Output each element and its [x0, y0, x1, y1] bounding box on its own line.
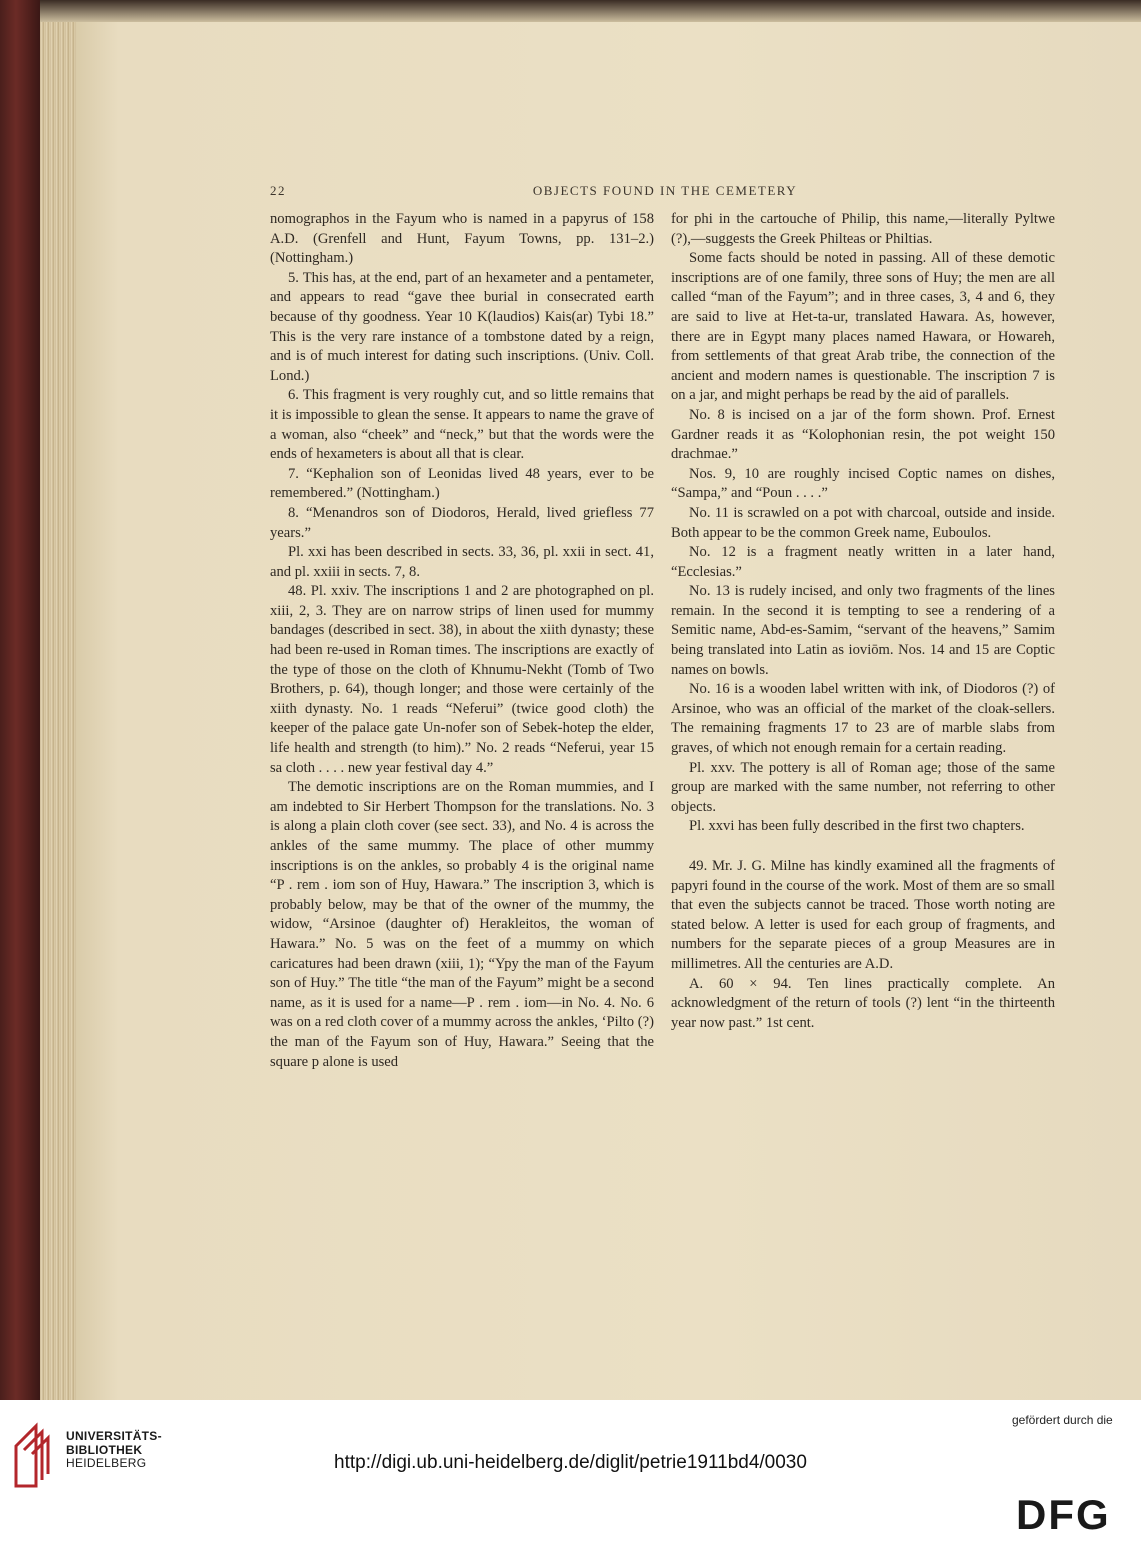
paragraph: No. 11 is scrawled on a pot with charcoal, outside and inside. Both appear to be the common Greek name, Euboulos.: [671, 504, 1055, 541]
paragraph: No. 8 is incised on a jar of the form shown. Prof. Ernest Gardner reads it as “Kolophonian resin, the pot weight 150 drachmae.”: [671, 406, 1055, 463]
paragraph: Pl. xxi has been described in sects. 33, 36, pl. xxii in sect. 41, and pl. xxiii in sects. 7, 8.: [270, 544, 654, 580]
paragraph: 7. “Kephalion son of Leonidas lived 48 years, ever to be remembered.” (Nottingham.): [270, 465, 654, 502]
page-title: OBJECTS FOUND IN THE CEMETERY: [532, 183, 798, 198]
paragraph: A. 60 × 94. Ten lines practically complete. An acknowledgment of the return of tools (?) lent “in the thirteenth year now past.” 1st cent.: [671, 975, 1055, 1031]
paragraph: Pl. xxv. The pottery is all of Roman age; those of the same group are marked with the same number, not referring to other objects.: [671, 759, 1055, 815]
paragraph: 49. Mr. J. G. Milne has kindly examined all the fragments of papyri found in the course of the work. Most of them are so small that even the subjects cannot be traced. Those worth noting are stated below. A letter is used for each group of fragments, and numbers for the separate pieces of a group Measures are in millimetres. All the centuries are A.D.: [671, 858, 1055, 972]
paragraph: Pl. xxvi has been fully described in the first two chapters.: [689, 818, 1025, 835]
funded-by-label: gefördert durch die: [1012, 1413, 1113, 1427]
paragraph: No. 13 is rudely incised, and only two fragments of the lines remain. In the second it is tempting to see a rendering of a Semitic name, Abd-es-Samim, “servant of the heavens,” Samim being translated into Latin as ioviōm. Nos. 14 and 15 are Coptic names on bowls.: [671, 583, 1055, 678]
left-column: [270, 210, 654, 1072]
running-head: [270, 183, 1060, 203]
paragraph: No. 16 is a wooden label written with ink, of Diodoros (?) of Arsinoe, who was an official of the market of the cloak-sellers. The remaining fragments 17 to 23 are of marble slabs from graves, of which not enough remain for a certain reading.: [671, 681, 1055, 757]
paragraph: The demotic inscriptions are on the Roman mummies, and I am indebted to Sir Herbert Thompson for the translations. No. 3 is along a plain cloth cover (see sect. 33), and No. 4 is across the ankles of the same mummy. The place of other mummy inscriptions is on the ankles, so probably 4 is the original name “P . rem . iom son of Huy, Hawara.” The inscription 3, which is probably below, may be that of the owner of the mummy, the widow, “Arsinoe (daughter of) Herakleitos, the woman of Hawara.” No. 5 was on the feet of a mummy on which caricatures had been drawn (xiii, 1); “Ypy the man of the Fayum son of Huy.” The title “the man of the Fayum” might be a second name, as it is used for a name—P . rem . iom—in No. 4. No. 6 was on a red cloth cover of a mummy across the ankles, ‘Pilto (?) the man of the Fayum son of Huy, Hawara.” Seeing that the square p alone is used: [270, 779, 654, 1070]
paragraph: 6. This fragment is very roughly cut, and so little remains that it is impossible to glean the sense. It appears to name the grave of a woman, also “cheek” and “neck,” but that the words were the ends of hexameters is about all that is clear.: [270, 387, 654, 463]
paragraph: No. 12 is a fragment neatly written in a later hand, “Ecclesias.”: [671, 544, 1055, 580]
paragraph: nomographos in the Fayum who is named in a papyrus of 158 A.D. (Grenfell and Hunt, Fayum Towns, pp. 131–2.) (Nottingham.): [270, 211, 654, 267]
page-number: 22: [270, 183, 286, 198]
paragraph: 5. This has, at the end, part of an hexameter and a pentameter, and appears to read “gave thee burial in consecrated earth because of thy goodness. Year 10 K(laudios) Kais(ar) Tybi 18.” This is the very rare instance of a tombstone dated by a reign, and is of much interest for dating such inscriptions. (Univ. Coll. Lond.): [270, 269, 654, 384]
library-name: UNIVERSITÄTS- BIBLIOTHEK HEIDELBERG: [66, 1429, 162, 1470]
right-column: [671, 210, 1055, 1033]
source-url[interactable]: http://digi.ub.uni-heidelberg.de/diglit/petrie1911bd4/0030: [334, 1452, 807, 1473]
paragraph: 48. Pl. xxiv. The inscriptions 1 and 2 are photographed on pl. xiii, 2, 3. They are on narrow strips of linen used for mummy bandages (described in sect. 38), in about the xiith dynasty; these had been re-used in Roman times. The inscriptions are exactly of the type of those on the cloth of Khnumu-Nekht (Tomb of Two Brothers, p. 64), though longer; and those were certainly of the xiith dynasty. No. 1 reads “Neferui” (twice good cloth) the keeper of the palace gate Un-nofer son of Sebek-hotep the elder, life health and strength (to him).” No. 2 reads “Neferui, year 15 sa cloth . . . . new year festival day 4.”: [270, 583, 654, 776]
paragraph: Some facts should be noted in passing. All of these demotic inscriptions are of one family, three sons of Huy; the men are all called “man of the Fayum”; and in three cases, 3, 4 and 6, they are said to live at Het-ta-ur, translated Hawara. As, however, there are in Egypt many places named Hawara, or Howareh, from settlements of that great Arab tribe, the connection of the ancient and modern names is questionable. The inscription 7 is on a jar, and might perhaps be read by the aid of parallels.: [671, 250, 1055, 404]
page-top-shadow: [40, 0, 1141, 22]
dfg-logo: DFG: [1016, 1491, 1111, 1538]
paragraph: Nos. 9, 10 are roughly incised Coptic names on dishes, “Sampa,” and “Poun . . . .”: [671, 465, 1055, 502]
paragraph: 8. “Menandros son of Diodoros, Herald, lived griefless 77 years.”: [270, 504, 654, 541]
paragraph: for phi in the cartouche of Philip, this name,—literally Pyltwe (?),—suggests the Greek Philteas or Philtias.: [671, 211, 1055, 247]
book-binding: [0, 0, 40, 1400]
